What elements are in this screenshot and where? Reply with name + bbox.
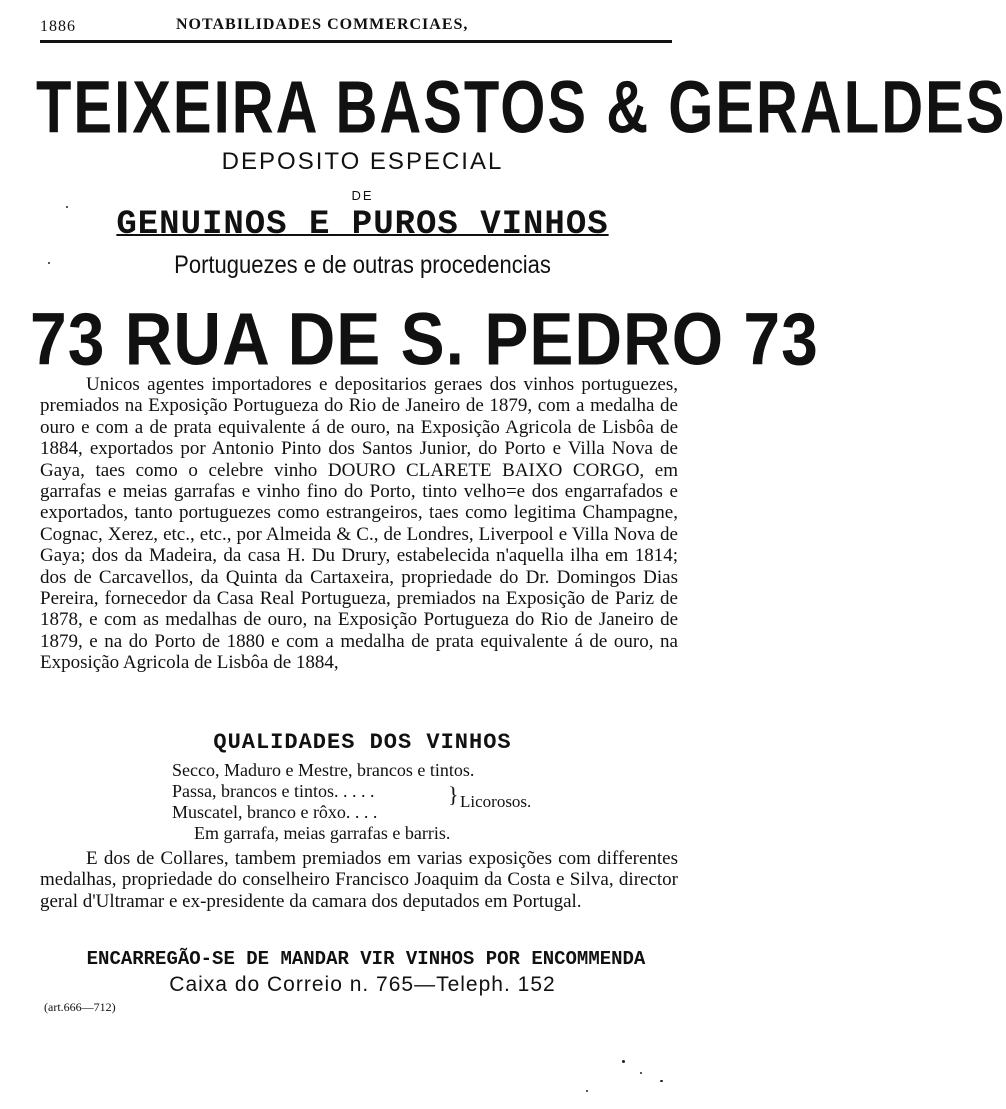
- genuinos-heading: GENUINOS E PUROS VINHOS: [116, 206, 609, 244]
- brace-icon: }: [448, 782, 459, 807]
- qualidades-heading: QUALIDADES DOS VINHOS: [213, 730, 512, 755]
- ink-speck: [48, 262, 50, 264]
- header-year: 1886: [40, 18, 76, 35]
- page-header: [40, 14, 672, 43]
- collares-paragraph: E dos de Collares, tambem premiados em varias exposições com differentes medalhas, propriedade do conselheiro Francisco Joaquim da Costa e Silva, director geral d'Ultramar e ex-presidente da camara dos deputados em Portugal.: [40, 848, 678, 912]
- qualidade-item: Passa, brancos e tintos. . . . .: [172, 781, 375, 801]
- ink-speck: [622, 1060, 625, 1063]
- ink-speck: [586, 1090, 588, 1092]
- licorosos-label: Licorosos.: [460, 792, 532, 811]
- encommenda-notice: ENCARREGÃO-SE DE MANDAR VIR VINHOS POR ENCOMMENDA: [86, 948, 646, 970]
- ink-speck: [660, 1080, 663, 1082]
- deposito-heading: DEPOSITO ESPECIAL: [221, 148, 504, 175]
- ink-speck: [66, 206, 68, 208]
- portuguezes-subheading: Portuguezes e de outras procedencias: [174, 250, 551, 279]
- contact-line: Caixa do Correio n. 765—Teleph. 152: [169, 973, 556, 996]
- qualidade-item: Secco, Maduro e Mestre, brancos e tintos.: [172, 760, 475, 780]
- street-address: 73 RUA DE S. PEDRO 73: [30, 297, 819, 381]
- article-reference: (art.666—712): [44, 1000, 116, 1014]
- qualidade-item: Muscatel, branco e rôxo. . . .: [172, 802, 378, 822]
- garrafa-line: Em garrafa, meias garrafas e barris.: [194, 823, 451, 843]
- header-section-title: NOTABILIDADES COMMERCIAES,: [176, 16, 469, 33]
- firm-name: TEIXEIRA BASTOS & GERALDES: [36, 65, 1006, 150]
- de-word: DE: [351, 188, 374, 203]
- description-paragraph: Unicos agentes importadores e depositarios geraes dos vinhos portuguezes, premiados na Exposição Portugueza do Rio de Janeiro de 1879, com a medalha de ouro e com a de prata equivalente á de ouro, na Exposição Agricola de Lisbôa de 1884, exportados por Antonio Pinto dos Santos Junior, do Porto e Villa Nova de Gaya, taes como o celebre vinho DOURO CLARETE BAIXO CORGO, em garrafas e meias garrafas e vinho fino do Porto, tinto velho=e dos engarrafados e exportados, tanto portuguezes como estrangeiros, taes como legitima Champagne, Cognac, Xerez, etc., etc., por Almeida & C., de Londres, Liverpool e Villa Nova de Gaya; dos da Madeira, da casa H. Du Drury, estabelecida n'aquella ilha em 1814; dos de Carcavellos, da Quinta da Cartaxeira, propriedade do Dr. Domingos Dias Pereira, fornecedor da Casa Real Portugueza, premiados na Exposição de Pariz de 1878, e com as medalhas de ouro, na Exposição Portugueza do Rio de Janeiro de 1879, e na do Porto de 1880 e com a medalha de prata equivalente á de ouro, na Exposição Agricola de Lisbôa de 1884,: [40, 374, 678, 674]
- ink-speck: [640, 1072, 642, 1074]
